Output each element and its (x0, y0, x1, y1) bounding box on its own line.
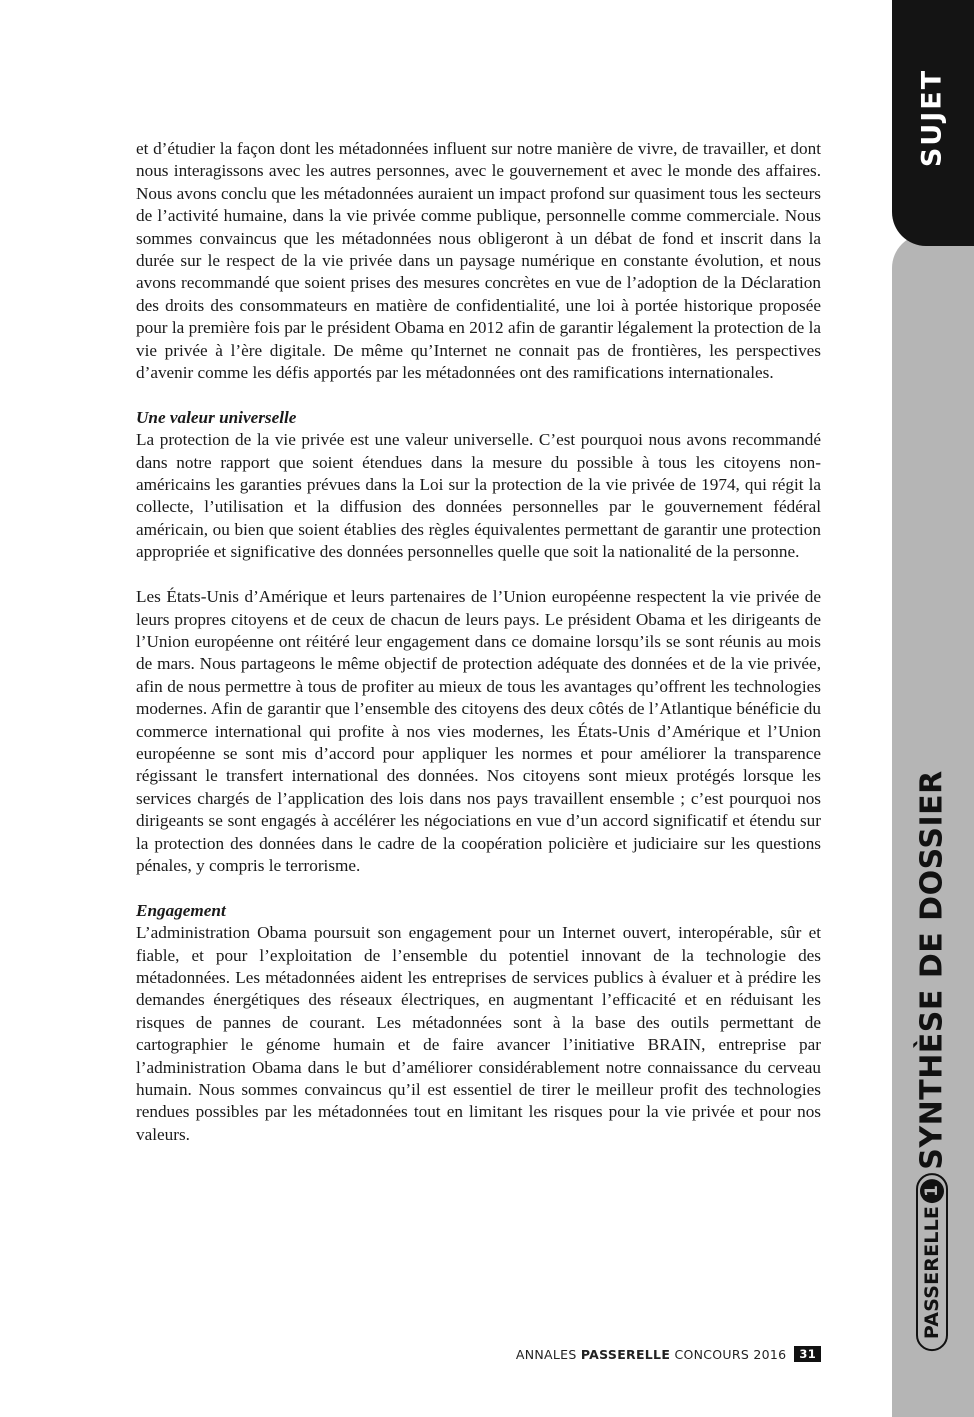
logo-number: 1 (920, 1179, 944, 1203)
article-body (136, 138, 821, 1146)
paragraph-3: Les États-Unis d’Amérique et leurs partenaires de l’Union européenne respectent la vie privée de leurs propres citoyens et de ceux de chacun de leurs pays. Le président Obama et les dirigeants de l’Union européenne ont réitéré leur engagement dans ce domaine lorsqu’ils se sont réunis au mois de mars. Nous partageons le même objectif de protection adéquate des données et de la vie privée, afin de nous permettre à tous de profiter au mieux de tous les avantages qu’offrent les technologies modernes. Afin de garantir que l’ensemble des citoyens des deux côtés de l’Atlantique bénéficie du commerce international qui profite à nos vies modernes, les États-Unis d’Amérique et l’Union européenne se sont mis d’accord pour appliquer les normes et pour améliorer la transparence régissant le transfert international des données. Nos citoyens sont mieux protégés lorsque les services chargés de l’application des lois dans nos pays travaillent ensemble ; c’est pourquoi nos dirigeants se sont engagés à accélérer les négociations en vue d’un accord significatif et étendu sur la protection des données dans le cadre de la coopération policière et judiciaire sur les questions pénales, y compris le terrorisme. (136, 587, 821, 875)
section-label: SYNTHÈSE DE DOSSIER (914, 770, 950, 1170)
passerelle-logo (916, 1173, 948, 1351)
paragraph-4: L’administration Obama poursuit son engagement pour un Internet ouvert, interopérable, sûr et fiable, et pour l’exploitation de l’ensemble du potentiel innovant de la technologie des métadonnées. Les métadonnées aident les entreprises de services publics à évaluer et à prédire les demandes énergétiques des réseaux électriques, en augmentant l’efficacité et en réduisant les risques de pannes de courant. Les métadonnées sont à la base des outils permettant de cartographier le génome humain et de faire avancer l’initiative BRAIN, entreprise par l’administration Obama dans le but d’améliorer considérablement notre connaissance du cerveau humain. Nous sommes convaincus qu’il est essentiel de tirer le meilleur profit des technologies rendues possibles par les métadonnées tout en limitant les risques pour la vie privée et pour nos valeurs. (136, 923, 821, 1144)
heading-universal-value: Une valeur universelle (136, 407, 297, 427)
footer-brand: PASSERELLE (580, 1346, 671, 1362)
heading-engagement: Engagement (136, 900, 226, 920)
page-footer (500, 1346, 821, 1362)
footer-prefix: ANNALES (515, 1346, 581, 1362)
sidebar-tab-label: SUJET (916, 68, 948, 168)
footer-suffix: CONCOURS 2016 (670, 1346, 787, 1362)
page-number: 31 (794, 1346, 821, 1362)
paragraph-1: et d’étudier la façon dont les métadonnées influent sur notre manière de vivre, de travailler, et dont nous interagissons avec les autres personnes, avec le gouvernement et avec le monde des affaires. Nous avons conclu que les métadonnées auraient un impact profond sur quasiment tous les secteurs de l’activité humaine, dans la vie privée comme publique, personnelle comme commerciale. Nous sommes convaincus que les métadonnées nous obligeront à un débat de fond et inscrit dans la durée sur le respect de la vie privée dans un paysage numérique en constante évolution, et nous avons recommandé que soient prises des mesures concrètes en vue de l’adoption de la Déclaration des droits des consommateurs en matière de confidentialité, une loi à portée historique proposée pour la première fois par le président Obama en 2012 afin de garantir légalement la protection de la vie privée à l’ère digitale. De même qu’Internet ne connait pas de frontières, les perspectives d’avenir comme les défis apportés par les métadonnées ont des ramifications internationales. (136, 139, 821, 383)
paragraph-2: La protection de la vie privée est une valeur universelle. C’est pourquoi nous avons recommandé dans notre rapport que soient étendues dans la mesure du possible à tous les citoyens non-américains les garanties prévues dans la Loi sur la protection de la vie privée de 1974, qui régit la collecte, l’utilisation et la diffusion des données personnelles par le gouvernement fédéral américain, ou bien que soient établies des règles équivalentes permettant de garantir une protection appropriée et significative des données personnelles quelle que soit la nationalité de la personne. (136, 430, 821, 562)
logo-text: PASSERELLE (921, 1205, 943, 1340)
